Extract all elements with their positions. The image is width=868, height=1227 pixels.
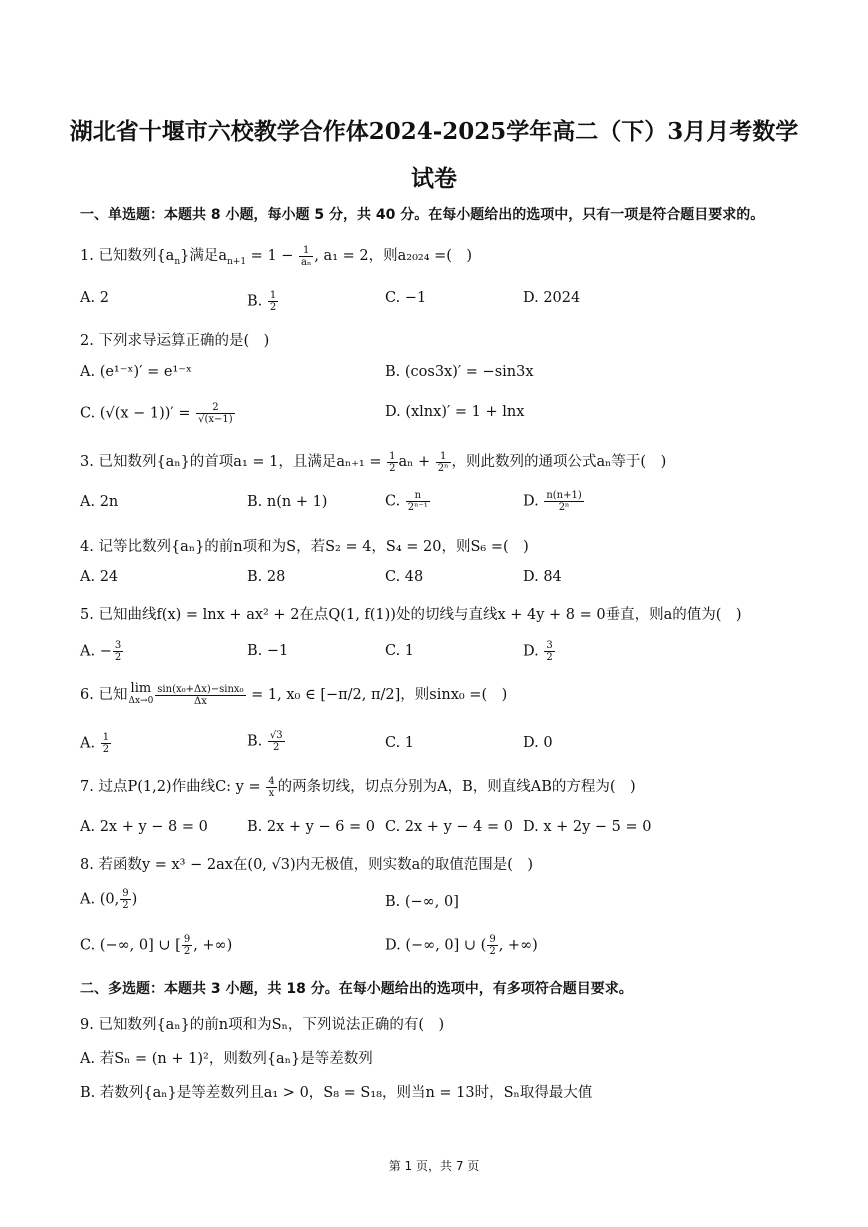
question-8-option-a: A. (0, $\frac{9}{2}$ ) [80,888,138,911]
question-2-option-a: A. (e¹⁻ˣ)′ = e¹⁻ˣ [80,364,193,380]
question-7-option-a: A. 2x + y − 8 = 0 [80,819,208,835]
question-3: 3. 已知数列{aₙ}的首项a₁ = 1，且满足aₙ₊₁ = $\frac{1}{2}$ aₙ + $\frac{1}{\text{2ⁿ}}$ ，则此数列的通项公式aₙ等于( ) [80,450,667,474]
section-heading-multiple-choice: 二、多选题：本题共 3 小题，共 18 分。在每小题给出的选项中，有多项符合题目要求。 [80,981,633,997]
question-7-option-b: B. 2x + y − 6 = 0 [247,819,376,835]
question-5-option-a: A. − $\frac{3}{2}$ [80,640,122,663]
question-9-option-b: B. 若数列{aₙ}是等差数列且a₁ > 0，S₈ = S₁₈，则当n = 13时，Sₙ取得最大值 [80,1085,593,1101]
question-6: 6. 已知 lim Δx→0 $\frac{\text{sin(x₀+Δx)−sinx₀}}{\Delta x}$ = 1, x₀ ∈ [−π/2, π/2]，则sinx₀ =( ) [80,681,508,707]
question-2-option-d: D. (xlnx)′ = 1 + lnx [385,404,525,420]
question-1-option-a: A. 2 [80,290,109,306]
question-7: 7. 过点P(1,2)作曲线C: y = $\frac{4}{x}$ 的两条切线，切点分别为A，B，则直线AB的方程为( ) [80,775,636,799]
question-1-stem-mid: }满足a [180,248,227,264]
question-1-stem-end: , a₁ = 2，则a₂₀₂₄ =( ) [314,248,473,264]
question-1-option-c: C. −1 [385,290,427,306]
question-8-option-c: C. (−∞, 0] ∪ [ $\frac{9}{2}$ , +∞) [80,934,233,957]
question-3-option-a: A. 2n [80,494,119,510]
question-1-option-d: D. 2024 [523,290,581,306]
question-8-option-d: D. (−∞, 0] ∪ ( $\frac{9}{2}$ , +∞) [385,934,538,957]
question-4-option-d: D. 84 [523,569,562,585]
question-4-option-a: A. 24 [80,569,119,585]
question-1-stem-rest: = 1 − [246,248,299,264]
question-6-option-c: C. 1 [385,735,415,751]
question-6-option-b: B. $\frac{√3}{2}$ [247,730,283,753]
question-7-option-c: C. 2x + y − 4 = 0 [385,819,513,835]
question-3-option-b: B. n(n + 1) [247,494,328,510]
question-5-option-d: D. $\frac{3}{2}$ [523,640,553,663]
question-3-option-d: D. $\frac{n(n+1)}{\text{2ⁿ}}$ [523,490,582,513]
question-5-option-c: C. 1 [385,643,415,659]
question-4-option-c: C. 48 [385,569,424,585]
question-1: 1. 已知数列$\{a_n\}$满足$a_{n+1} = 1$ − $\frac{1}{\text{aₙ}}$ , a₁ = 2，则a₂₀₂₄ =( ) [80,244,473,268]
question-2: 2. 下列求导运算正确的是( ) [80,333,270,349]
question-9: 9. 已知数列{aₙ}的前n项和为Sₙ，下列说法正确的有( ) [80,1017,445,1033]
question-6-option-a: A. $\frac{1}{2}$ [80,732,110,755]
page-title-line2: 试卷 [411,165,457,192]
section-heading-single-choice: 一、单选题：本题共 8 小题，每小题 5 分，共 40 分。在每小题给出的选项中，只有一项是符合题目要求的。 [80,207,765,223]
question-9-option-a: A. 若Sₙ = (n + 1)²，则数列{aₙ}是等差数列 [80,1051,373,1067]
question-7-option-d: D. x + 2y − 5 = 0 [523,819,652,835]
question-4: 4. 记等比数列{aₙ}的前n项和为S，若S₂ = 4，S₄ = 20，则S₆ =( ) [80,539,529,555]
question-8-option-b: B. (−∞, 0] [385,894,459,910]
question-2-option-c: C. (√(x − 1))′ = $\frac{2}{√(x-1)}$ [80,402,233,425]
question-6-option-d: D. 0 [523,735,553,751]
question-1-option-b: B. $\frac{1}{2}$ [247,290,277,313]
question-1-fraction: $\frac{1}{\text{aₙ}}$ [301,244,312,268]
question-4-option-b: B. 28 [247,569,286,585]
page-footer: 第 1 页，共 7 页 [388,1159,480,1173]
question-8: 8. 若函数y = x³ − 2ax在(0, √3)内无极值，则实数a的取值范围是( ) [80,857,534,873]
question-5-option-b: B. −1 [247,643,289,659]
page-title: 湖北省十堰市六校教学合作体2024-2025学年高二（下）3月月考数学 [69,118,799,145]
question-1-stem-pre: 1. 已知数列{a [80,248,175,264]
question-3-option-c: C. $\frac{n}{\text{2ⁿ⁻¹}}$ [385,490,428,513]
question-5: 5. 已知曲线f(x) = lnx + ax² + 2在点Q(1, f(1))处的切线与直线x + 4y + 8 = 0垂直，则a的值为( ) [80,607,742,623]
question-2-option-b: B. (cos3x)′ = −sin3x [385,364,534,380]
